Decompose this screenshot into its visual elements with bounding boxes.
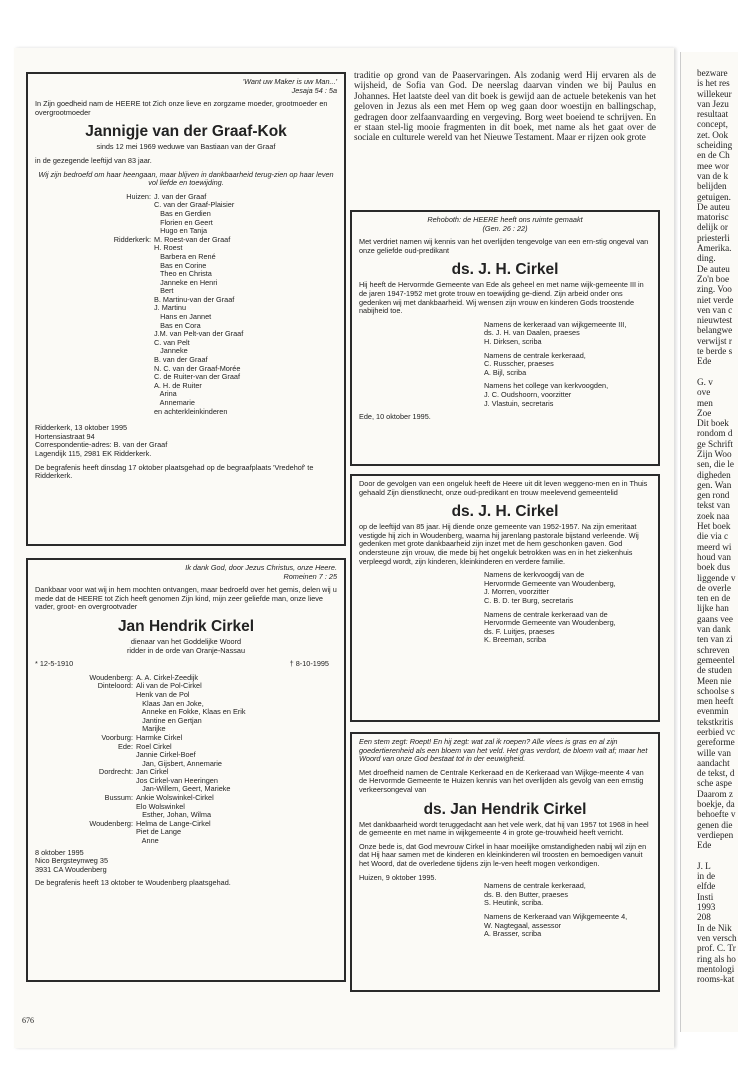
family-place: Bussum: — [104, 793, 133, 803]
family-member: Ali van de Pol-Cirkel — [136, 681, 202, 691]
family-place — [59, 201, 151, 210]
signature-line: J. C. Oudshoorn, voorzitter — [484, 389, 572, 399]
family-place — [59, 279, 151, 288]
family-member: Klaas Jan en Joke, — [136, 698, 204, 708]
adjacent-text-line: delijk or — [697, 222, 728, 233]
adjacent-text-line: Dit boek — [697, 418, 729, 429]
deceased-name: Jannigje van der Graaf-Kok — [85, 123, 287, 141]
adjacent-text-line: ten van zi — [697, 634, 733, 645]
family-member: Bas en Gerdien — [154, 208, 211, 218]
body-text: Onze bede is, dat God mevrouw Cirkel in haar moeilijke omstandigheden nabij wil zijn en dat Hij haar samen met de kinderen en kleinkinderen wil troosten en bemoedigen vanuit het Woord, dat de overledene tijdens zijn le-ven heeft mogen verkondigen. — [359, 841, 647, 868]
family-member: C. van der Graaf-Plaisier — [154, 200, 235, 210]
family-member: C. de Ruiter-van der Graaf — [154, 372, 240, 382]
adjacent-text-line — [697, 367, 738, 377]
family-member: J. Martinu — [154, 303, 187, 313]
adjacent-text-line: ten en de — [697, 593, 731, 604]
family-place: Woudenberg: — [89, 672, 133, 682]
adjacent-text-line: eerbied vc — [697, 727, 736, 737]
adjacent-text-line: rondom d — [697, 428, 733, 439]
family-member: N. C. van der Graaf-Morée — [154, 363, 241, 373]
adjacent-text-line: lijke han — [697, 603, 729, 614]
body-text: Met dankbaarheid wordt teruggedacht aan het vele werk, dat hij van 1957 tot 1968 in heel de gemeente en met name in wijkgemeente 4 in grote ge-trouwheid heeft verricht. — [359, 819, 649, 838]
adjacent-text-line: 1993 — [697, 902, 716, 913]
family-row — [59, 236, 337, 245]
family-row — [41, 794, 337, 803]
family-member: Jan-Willem, Geert, Marieke — [136, 784, 231, 794]
adjacent-text-line: J. L — [697, 860, 711, 871]
family-row — [59, 382, 337, 391]
family-place — [41, 828, 133, 837]
intro-text: Dankbaar voor wat wij in hem mochten ontvangen, maar bedroefd over het gemis, delen wij u mede dat de HEERE tot Zich heeft genomen Zijn kind, mijn zeer geliefde man, onze lieve vader, groot- en overgrootvader — [35, 585, 337, 612]
family-place — [41, 777, 133, 786]
adjacent-text-line: matorisc — [697, 212, 729, 223]
adjacent-text-line: Het boek — [697, 521, 731, 532]
adjacent-text-line: sen, die le — [697, 459, 734, 470]
family-member: Janneke — [154, 346, 188, 356]
adjacent-text-line: Meen nie — [697, 675, 732, 686]
address-block — [35, 849, 337, 875]
adjacent-text-line: Daarom z — [697, 788, 733, 799]
adjacent-text-line: ove — [697, 387, 711, 398]
adjacent-text-line: bezware — [697, 68, 728, 78]
adjacent-text-line: belijden — [697, 181, 727, 192]
adjacent-text-line: getuigen. — [697, 191, 731, 202]
family-place — [41, 751, 133, 760]
birth-date: * 12-5-1910 — [35, 659, 74, 669]
family-place: Dinteloord: — [97, 681, 133, 691]
adjacent-text-line: men heeft — [697, 696, 734, 707]
signature-line: ds. F. Luitjes, praeses — [484, 626, 555, 636]
notice-ede — [350, 210, 660, 466]
family-place — [59, 330, 151, 339]
notice-woudenberg — [350, 474, 660, 722]
signature-line: Hervormde Gemeente van Woudenberg, — [484, 618, 616, 628]
signature-line: Hervormde Gemeente van Woudenberg, — [484, 578, 616, 588]
adjacent-text-line: in de — [697, 871, 716, 882]
family-member: Esther, Johan, Wilma — [136, 810, 212, 820]
family-member: Roel Cirkel — [136, 741, 172, 751]
intro-text: Met verdriet namen wij kennis van het overlijden tengevolge van een ern-stig ongeval van onze geliefde oud-predikant — [359, 237, 649, 255]
adjacent-text-line: belangwe — [697, 325, 733, 336]
burial-text: De begrafenis heeft 13 oktober te Woudenberg plaatsgehad. — [35, 878, 231, 888]
age-text: in de gezegende leeftijd van 83 jaar. — [35, 155, 152, 165]
adjacent-text-line: is het res — [697, 78, 730, 89]
family-row — [41, 760, 337, 769]
adjacent-text-line: rooms-kat — [697, 974, 735, 985]
family-member: A. H. de Ruiter — [154, 380, 202, 390]
adjacent-text-line: gereforme — [697, 737, 735, 748]
family-place — [41, 708, 133, 717]
family-member: Piet de Lange — [136, 827, 182, 837]
adjacent-text-line: prof. C. Tr — [697, 943, 736, 954]
adjacent-text-line: concept, — [697, 119, 728, 130]
signature-line: ds. J. H. van Daalen, praeses — [484, 328, 580, 338]
adjacent-text-line: ring als ho — [697, 953, 736, 964]
adjacent-text-line: aandacht — [697, 757, 730, 768]
date-text: Huizen, 9 oktober 1995. — [359, 872, 437, 882]
address-line: Ridderkerk, 13 oktober 1995 — [35, 423, 128, 433]
family-member: Helma de Lange-Cirkel — [136, 818, 211, 828]
family-place — [59, 399, 151, 408]
signature-line: ds. B. den Butter, praeses — [484, 889, 568, 899]
address-line: Nico Bergsteynweg 35 — [35, 856, 109, 866]
adjacent-text-line: evenmin — [697, 706, 729, 717]
family-place — [59, 356, 151, 365]
adjacent-text-line: Zijn Woo — [697, 448, 732, 459]
family-member: Marijke — [136, 724, 166, 734]
adjacent-text-line: Insti — [697, 891, 714, 902]
family-member: Hans en Jannet — [154, 312, 212, 322]
obituary-jan-hendrik-cirkel — [26, 558, 346, 982]
family-row — [59, 390, 337, 399]
family-place: Woudenberg: — [89, 818, 133, 828]
signature-block — [484, 882, 651, 908]
family-place — [59, 390, 151, 399]
signature-block — [484, 321, 651, 347]
adjacent-text-line: De auteu — [697, 263, 730, 274]
signature-line: K. Breeman, scriba — [484, 635, 547, 645]
signature-line: Namens de Kerkeraad van Wijkgemeente 4, — [484, 911, 628, 921]
family-place — [59, 270, 151, 279]
page-number: 676 — [22, 1016, 34, 1025]
family-member: B. Martinu-van der Graaf — [154, 294, 235, 304]
family-place — [59, 262, 151, 271]
family-list — [41, 674, 337, 846]
role-text: ridder in de orde van Oranje-Nassau — [126, 645, 246, 655]
address-line: 3931 CA Woudenberg — [35, 864, 107, 874]
family-row — [59, 339, 337, 348]
date-text: Ede, 10 oktober 1995. — [359, 412, 431, 422]
adjacent-text-line: mentologi — [697, 963, 735, 974]
address-line: Hortensiastraat 94 — [35, 431, 95, 441]
signature-line: S. Heutink, scriba. — [484, 898, 544, 908]
newspaper-page — [14, 48, 674, 1048]
adjacent-text-line: meerd wi — [697, 541, 732, 552]
adjacent-text-line: schoolse s — [697, 685, 735, 696]
adjacent-text-line: boekje, da — [697, 799, 735, 810]
family-row — [59, 408, 337, 417]
signature-line: C. Russcher, praeses — [484, 359, 554, 369]
family-row — [59, 296, 337, 305]
adjacent-text-line: ding. — [697, 253, 716, 264]
adjacent-text-line: willekeur — [697, 88, 732, 99]
adjacent-text-line: die via c — [697, 531, 729, 542]
family-place — [41, 717, 133, 726]
family-place: Dordrecht: — [98, 767, 133, 777]
family-place — [59, 382, 151, 391]
family-place: Voorburg: — [101, 732, 133, 742]
obituary-van-der-graaf — [26, 72, 346, 546]
adjacent-text-line: van de k — [697, 170, 729, 181]
address-block — [35, 424, 337, 458]
family-place — [59, 296, 151, 305]
adjacent-text-line: mee wor — [697, 160, 729, 171]
family-member: M. Roest-van der Graaf — [154, 234, 231, 244]
signature-line: Namens het college van kerkvoogden, — [484, 381, 609, 391]
family-member: B. van der Graaf — [154, 355, 208, 365]
signature-line: Namens de centrale kerkeraad van de — [484, 609, 608, 619]
family-place — [59, 347, 151, 356]
adjacent-text-line: gaans vee — [697, 613, 733, 624]
adjacent-text-line: schreven — [697, 644, 730, 655]
adjacent-text-line: In de Nik — [697, 922, 732, 933]
family-row — [59, 279, 337, 288]
adjacent-text-line: zing. Voo — [697, 284, 732, 295]
family-member: Barbera en René — [154, 251, 216, 261]
adjacent-text-line: tekstkritis — [697, 716, 734, 727]
family-member: Jan Cirkel — [136, 767, 169, 777]
signature-line: J. Morren, voorzitter — [484, 587, 549, 597]
signature-block — [484, 571, 651, 605]
motto: 'Want uw Maker is uw Man...' — [242, 77, 337, 86]
family-member: Bert — [154, 286, 174, 296]
family-member: Jos Cirkel-van Heeringen — [136, 775, 218, 785]
body-text: Hij heeft de Hervormde Gemeente van Ede als geheel en met name wijk-gemeente III in de jaren 1947-1952 met grote trouw en toewijding ge-diend. Zijn arbeid onder ons gedenken wij met dankbaarheid. Wij wensen zijn vrouw en kinderen Gods troostende nabijheid toe. — [359, 280, 644, 316]
address-line: Correspondentie-adres: B. van der Graaf — [35, 440, 168, 450]
family-member: Anne — [136, 836, 159, 846]
motto-reference: (Gen. 26 : 22) — [482, 223, 528, 233]
signatures — [359, 321, 651, 408]
adjacent-text-line: 208 — [697, 912, 711, 923]
notice-huizen — [350, 732, 660, 992]
address-line: Lagendijk 115, 2981 EK Ridderkerk. — [35, 448, 152, 458]
adjacent-text-line: de overle — [697, 582, 731, 593]
family-row — [41, 837, 337, 846]
family-place — [59, 408, 151, 417]
signatures — [359, 882, 651, 939]
family-place — [41, 691, 133, 700]
family-member: Arina — [154, 389, 177, 399]
family-row — [59, 330, 337, 339]
adjacent-text-line: resultaat — [697, 109, 729, 120]
family-row — [41, 734, 337, 743]
adjacent-text-line: Zo'n boe — [697, 273, 730, 284]
deceased-name: ds. J. H. Cirkel — [451, 261, 559, 279]
family-member: Florien en Geert — [154, 217, 213, 227]
intro-text: Met droefheid namen de Centrale Kerkeraad en de Kerkeraad van Wijkge-meente 4 van de Hervormde Gemeente te Huizen kennis van het overlijden als gevolg van een ernstig verkeersongeval van — [359, 767, 644, 794]
adjacent-text-line: sche aspe — [697, 778, 732, 789]
adjacent-text-line: zet. Ook — [697, 129, 729, 140]
intro-text: Door de gevolgen van een ongeluk heeft de Heere uit dit leven weggeno-men en in Thuis gehaald Zijn dienstknecht, onze oud-predikant en trouw meelevend gemeentelid — [359, 479, 648, 497]
adjacent-text-line — [697, 851, 738, 861]
family-place — [59, 219, 151, 228]
signature-line: J. Vlastuin, secretaris — [484, 398, 554, 408]
adjacent-page-text — [681, 52, 738, 984]
adjacent-text-line: men — [697, 397, 713, 408]
family-place: Huizen: — [126, 191, 151, 201]
family-member: Jannie Cirkel-Boef — [136, 750, 196, 760]
adjacent-text-line: behoefte v — [697, 809, 736, 820]
signature-line: A. Bijl, scriba — [484, 367, 527, 377]
family-row — [41, 828, 337, 837]
adjacent-text-line: gen. Wan — [697, 479, 732, 490]
family-member: Janneke en Henri — [154, 277, 218, 287]
adjacent-text-line: Amerika. — [697, 243, 732, 254]
adjacent-text-line: van Jezu — [697, 98, 729, 109]
family-member: Ankie Wolswinkel-Cirkel — [136, 793, 214, 803]
adjacent-text-line: te berde s — [697, 346, 733, 357]
adjacent-text-line: zoek naa — [697, 510, 730, 521]
signature-line: H. Dirksen, scriba — [484, 336, 542, 346]
adjacent-text-line: liggende v — [697, 572, 736, 583]
family-row — [41, 820, 337, 829]
role-text: dienaar van het Goddelijke Woord — [130, 636, 242, 646]
burial-text: De begrafenis heeft dinsdag 17 oktober plaatsgehad op de begraafplaats 'Vredehof' te Ridderkerk. — [35, 462, 314, 481]
signature-line: Namens de centrale kerkeraad, — [484, 350, 586, 360]
signature-block — [484, 913, 651, 939]
motto: Rehoboth: de HEERE heeft ons ruimte gemaakt — [427, 215, 583, 224]
family-member: Anneke en Fokke, Klaas en Erik — [136, 707, 246, 717]
signature-line: W. Nagtegaal, assessor — [484, 920, 562, 930]
signature-line: Namens de kerkeraad van wijkgemeente III, — [484, 319, 627, 329]
adjacent-text-line: De auteu — [697, 201, 730, 212]
family-place — [59, 339, 151, 348]
family-member: Jan, Gijsbert, Annemarie — [136, 758, 222, 768]
family-place — [59, 313, 151, 322]
family-member: J.M. van Pelt-van der Graaf — [154, 329, 244, 339]
deceased-name: ds. J. H. Cirkel — [451, 503, 559, 521]
family-member: Jantine en Gertjan — [136, 715, 202, 725]
family-row — [41, 725, 337, 734]
family-place — [59, 244, 151, 253]
family-place — [41, 700, 133, 709]
quote-text: Wij zijn bedroefd om haar heengaan, maar blijven in dankbaarheid terug-zien op haar leven vol liefde en toewijding. — [38, 169, 334, 188]
adjacent-text-line: digheden — [697, 469, 731, 480]
family-list — [59, 193, 337, 416]
family-place — [59, 365, 151, 374]
signature-line: C. B. D. ter Burg, secretaris — [484, 595, 574, 605]
family-member: Annemarie — [154, 398, 195, 407]
family-place: Ede: — [117, 741, 133, 751]
signature-block — [484, 382, 651, 408]
adjacent-text-line: wille van — [697, 747, 731, 758]
family-member: C. van Pelt — [154, 337, 190, 347]
address-line: 8 oktober 1995 — [35, 847, 84, 857]
family-place — [59, 210, 151, 219]
adjacent-text-line: Ede — [697, 356, 712, 367]
adjacent-text-line: houd van — [697, 551, 731, 562]
adjacent-text-line: en de Ch — [697, 150, 730, 161]
adjacent-text-line: gen rond — [697, 490, 730, 501]
adjacent-text-line: gemeentel — [697, 654, 735, 665]
life-dates — [35, 660, 337, 669]
signature-line: Namens de kerkvoogdij van de — [484, 570, 585, 580]
family-member: Elo Wolswinkel — [136, 801, 185, 811]
deceased-name: ds. Jan Hendrik Cirkel — [423, 800, 587, 818]
motto: Een stem zegt: Roept! En hij zegt: wat zal ik roepen? Alle vlees is gras en al zijn goedertierenheid als een bloem van het veld. Het gras verdort, de bloem valt af; maar het Woord van onze God bestaat tot in der eeuwigheid. — [359, 737, 648, 764]
family-member: Bas en Corine — [154, 260, 207, 270]
adjacent-text-line: tekst van — [697, 500, 730, 511]
family-member: J. van der Graaf — [154, 191, 207, 201]
motto-reference: Jesaja 54 : 5a — [291, 85, 337, 95]
family-place: Ridderkerk: — [113, 234, 151, 244]
adjacent-text-line: nieuwtest — [697, 315, 733, 326]
signature-line: A. Brasser, scriba — [484, 929, 542, 939]
family-member: Hugo en Tanja — [154, 226, 208, 236]
adjacent-page — [680, 52, 738, 1032]
adjacent-text-line: Ede — [697, 840, 712, 851]
family-member: en achterkleinkinderen — [154, 406, 228, 416]
family-member: H. Roest — [154, 243, 183, 253]
signatures — [359, 571, 651, 645]
adjacent-text-line: verdiepen — [697, 829, 734, 840]
adjacent-text-line: de tekst, d — [697, 768, 735, 779]
motto: Ik dank God, door Jezus Christus, onze Heere. — [185, 563, 337, 572]
family-place — [59, 253, 151, 262]
adjacent-text-line: boek dus — [697, 562, 730, 573]
adjacent-text-line: de studen — [697, 665, 732, 676]
adjacent-text-line: priesterli — [697, 232, 730, 243]
family-member: Harmke Cirkel — [136, 732, 183, 742]
family-place — [59, 287, 151, 296]
family-place — [41, 803, 133, 812]
motto-reference: Romeinen 7 : 25 — [283, 571, 337, 581]
signature-block — [484, 352, 651, 378]
family-member: Henk van de Pol — [136, 689, 190, 699]
family-row — [41, 717, 337, 726]
adjacent-text-line: verwijst r — [697, 335, 732, 346]
adjacent-text-line: elfde — [697, 881, 716, 892]
death-date: † 8-10-1995 — [289, 659, 329, 669]
article-text: traditie op grond van de Paaservaringen. Als zodanig werd Hij ervaren als de wijsheid, de Sofia van God. De neerslag daarvan vinden we bij Paulus en Johannes. Het laatste deel van dit boek is gewijd aan de actuele betekenis van het geloven in Jezus als een met Hem op weg gaan door woestijn en ballingschap, gedragen door zelfaanvaarding en vergeving. Borg weet boeiend te schrijven. En er staan stel-lig mooie fragmenten in dit boek, met name als het gaat over de sociale en culturele wereld van het Nieuwe Testament. Maar er rijzen ook grote — [354, 70, 656, 143]
adjacent-text-line: ven van c — [697, 304, 733, 315]
signature-block — [484, 611, 651, 645]
body-text: op de leeftijd van 85 jaar. Hij diende onze gemeente van 1952-1957. Na zijn emeritaat vestigde hij zich in Woudenberg, waarna hij jarenlang pastorale bijstand verleende. Wij gedenken met grote dankbaarheid zijn inzet met de hem geschonken gaven. God ondersteune zijn vrouw, die mede bij het ongeluk betrokken was en in het ziekenhuis verpleegd wordt, zijn kinderen, kleinkinderen en verdere familie. — [359, 522, 639, 566]
adjacent-text-line: scheiding — [697, 140, 733, 151]
adjacent-text-line: G. v — [697, 376, 713, 387]
family-member: A. A. Cirkel-Zeedijk — [136, 672, 199, 682]
adjacent-text-line: niet verde — [697, 294, 734, 305]
adjacent-text-line: ge Schrift — [697, 438, 733, 449]
family-member: Theo en Christa — [154, 269, 212, 279]
adjacent-text-line: genen die — [697, 819, 733, 830]
adjacent-text-line: van dank — [697, 624, 731, 635]
adjacent-text-line: Zoe — [697, 407, 712, 418]
family-place — [59, 304, 151, 313]
intro-text: In Zijn goedheid nam de HEERE tot Zich onze lieve en zorgzame moeder, grootmoeder en overgrootmoeder — [35, 99, 328, 117]
family-place — [59, 373, 151, 382]
deceased-name: Jan Hendrik Cirkel — [117, 617, 255, 635]
signature-line: Namens de centrale kerkeraad, — [484, 881, 586, 891]
family-member: Bas en Cora — [154, 320, 201, 330]
family-place — [41, 837, 133, 846]
family-place — [59, 322, 151, 331]
adjacent-text-line: ven versch — [697, 932, 737, 943]
widow-since: sinds 12 mei 1969 weduwe van Bastiaan van der Graaf — [96, 142, 276, 152]
